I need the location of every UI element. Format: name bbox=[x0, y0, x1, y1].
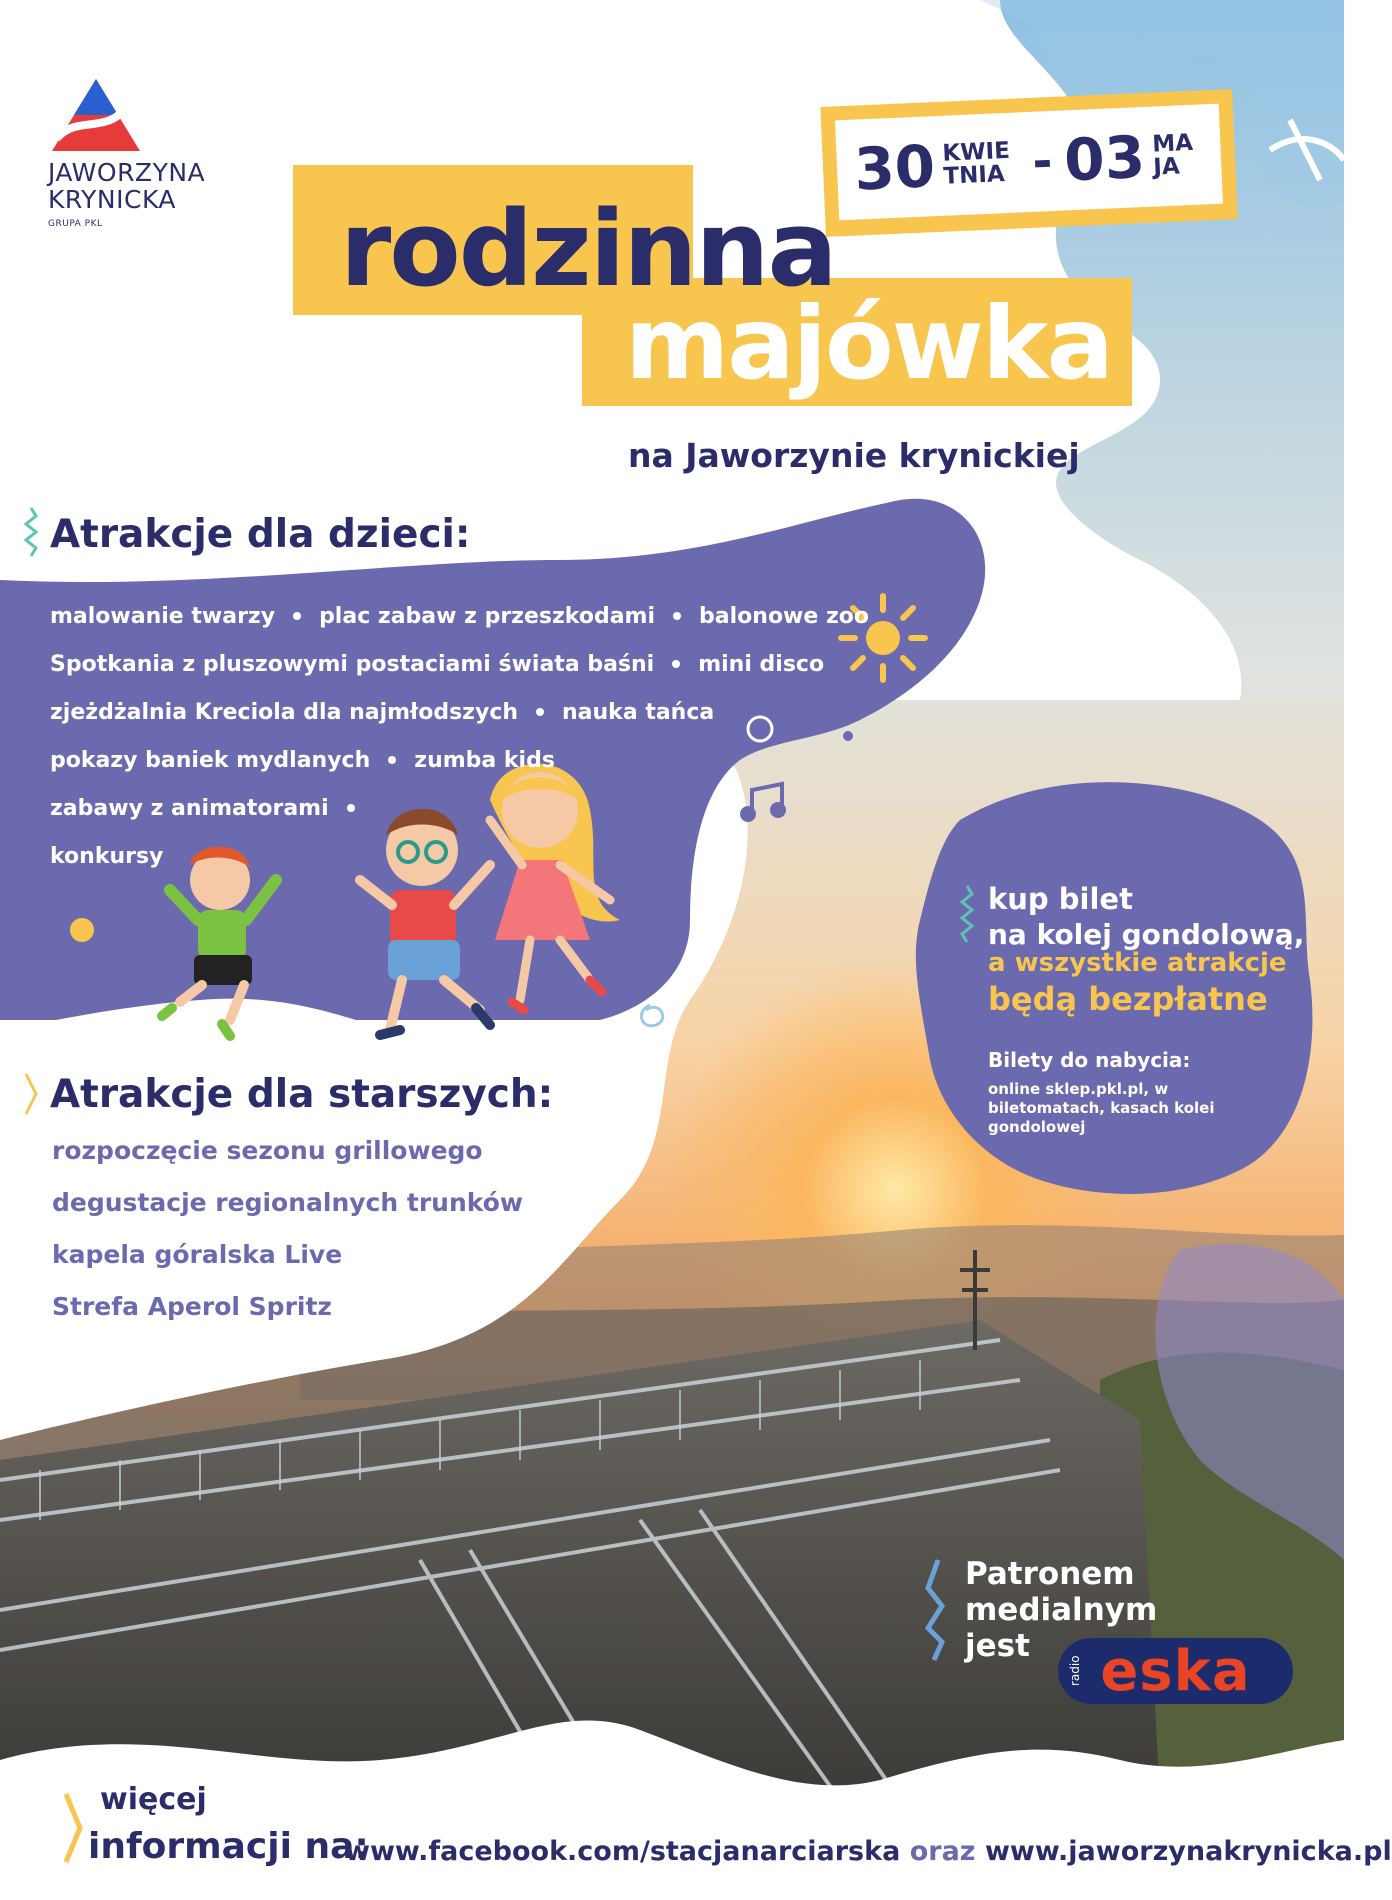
date-box bbox=[820, 89, 1237, 237]
logo-line-1: JAWORZYNA bbox=[48, 158, 206, 187]
older-heading: Atrakcje dla starszych: bbox=[50, 1072, 554, 1117]
older-item: rozpoczęcie sezonu grillowego bbox=[52, 1136, 483, 1165]
kids-item: zumba kids bbox=[414, 748, 555, 773]
kids-line-4 bbox=[50, 748, 555, 773]
website-link[interactable]: www.jaworzynakrynicka.pl bbox=[984, 1836, 1392, 1867]
kids-line-2 bbox=[50, 652, 824, 677]
bullet-dot bbox=[293, 612, 301, 620]
older-item: degustacje regionalnych trunków bbox=[52, 1188, 523, 1217]
start-month-line-1: KWIE bbox=[941, 137, 1011, 167]
subtitle: na Jaworzynie krynickiej bbox=[628, 436, 1080, 475]
brand-logo bbox=[48, 75, 208, 229]
start-day: 30 bbox=[852, 132, 937, 204]
end-month-line-1: MA bbox=[1151, 129, 1194, 158]
date-separator: - bbox=[1031, 133, 1054, 190]
bullet-dot bbox=[536, 708, 544, 716]
logo-line-3: GRUPA PKL bbox=[48, 219, 103, 229]
lightning-icon bbox=[924, 1558, 946, 1662]
ski-slope-logo-icon bbox=[48, 75, 144, 155]
ticket-line-3: a wszystkie atrakcje bbox=[988, 948, 1287, 978]
zigzag-icon bbox=[24, 506, 38, 558]
radio-name: eska bbox=[1100, 1638, 1251, 1704]
facebook-link[interactable]: www.facebook.com/stacjanarciarska bbox=[345, 1836, 901, 1867]
zigzag-icon bbox=[960, 884, 974, 944]
kids-heading: Atrakcje dla dzieci: bbox=[50, 512, 471, 557]
bullet-dot bbox=[388, 756, 396, 764]
kids-line-1 bbox=[50, 604, 869, 629]
title-line-1: rodzinna bbox=[340, 188, 836, 310]
chevron-icon bbox=[62, 1790, 84, 1866]
bullet-dot bbox=[673, 612, 681, 620]
kid-red-shirt bbox=[360, 809, 490, 1035]
kids-item: konkursy bbox=[50, 844, 164, 869]
kids-item: plac zabaw z przeszkodami bbox=[319, 604, 656, 629]
date-range bbox=[835, 104, 1223, 221]
end-month-line-2: JA bbox=[1152, 153, 1181, 181]
kids-item: pokazy baniek mydlanych bbox=[50, 748, 371, 773]
ticket-line-2: na kolej gondolową, bbox=[988, 918, 1305, 951]
ticket-line-4: będą bezpłatne bbox=[988, 980, 1268, 1018]
footer-links bbox=[345, 1836, 1392, 1867]
kids-item: zabawy z animatorami bbox=[50, 796, 329, 821]
patron-line-1: Patronem bbox=[965, 1556, 1135, 1592]
ticket-line-1: kup bilet bbox=[988, 882, 1133, 916]
more-info-line-1: więcej bbox=[100, 1782, 207, 1817]
tickets-body: online sklep.pkl.pl, w biletomatach, kasach kolei gondolowej bbox=[988, 1080, 1215, 1136]
kid-pink-dress bbox=[490, 764, 620, 1010]
kids-item: mini disco bbox=[698, 652, 825, 677]
patron-line-2: medialnym bbox=[965, 1592, 1158, 1628]
kids-item: nauka tańca bbox=[562, 700, 715, 725]
start-month-line-2: TNIA bbox=[942, 161, 1006, 190]
radio-eska-logo bbox=[1058, 1638, 1293, 1704]
older-item: kapela góralska Live bbox=[52, 1240, 343, 1269]
kids-item: Spotkania z pluszowymi postaciami świata baśni bbox=[50, 652, 655, 677]
bullet-dot bbox=[672, 660, 680, 668]
title-line-2: majówka bbox=[625, 285, 1113, 402]
kids-line-3 bbox=[50, 700, 714, 725]
kid-green-shirt bbox=[162, 847, 276, 1036]
start-month bbox=[941, 137, 1011, 190]
kids-item: balonowe zoo bbox=[699, 604, 869, 629]
patron-line-3: jest bbox=[965, 1628, 1030, 1664]
older-item: Strefa Aperol Spritz bbox=[52, 1292, 332, 1321]
radio-small-label: radio bbox=[1068, 1655, 1082, 1686]
kids-item: zjeżdżalnia Kreciola dla najmłodszych bbox=[50, 700, 519, 725]
end-month bbox=[1151, 129, 1195, 181]
kids-illustration bbox=[150, 740, 710, 1060]
logo-line-2: KRYNICKA bbox=[48, 185, 177, 214]
kids-item: malowanie twarzy bbox=[50, 604, 276, 629]
end-day: 03 bbox=[1062, 122, 1147, 195]
kids-line-6 bbox=[50, 844, 163, 869]
bullet-dot bbox=[347, 804, 355, 812]
chevron-icon bbox=[24, 1072, 38, 1116]
tickets-title: Bilety do nabycia: bbox=[988, 1048, 1191, 1072]
kids-line-5 bbox=[50, 796, 373, 821]
more-info-line-2: informacji na: bbox=[88, 1826, 369, 1867]
footer-or: oraz bbox=[909, 1836, 976, 1867]
